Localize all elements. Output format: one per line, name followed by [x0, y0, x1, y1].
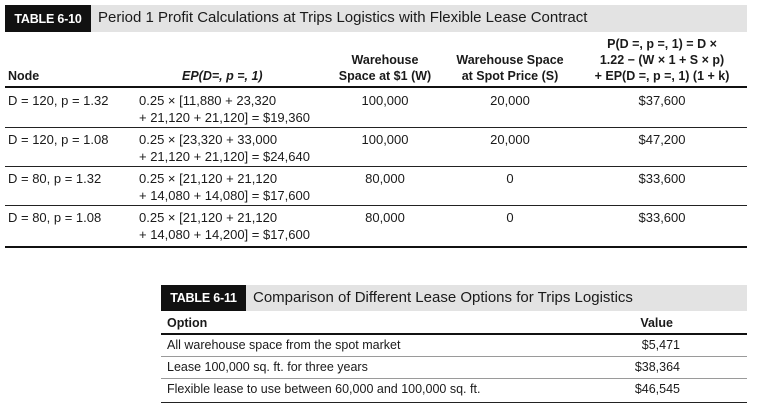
table1-row2-ep-line1: 0.25 × [21,120 + 21,120 [139, 171, 278, 186]
table1-row0-spot: 20,000 [490, 93, 530, 108]
table1-row1-warehouse: 100,000 [361, 132, 409, 147]
table2-row1-option: Lease 100,000 sq. ft. for three years [167, 360, 368, 374]
table1-row2-warehouse: 80,000 [365, 171, 405, 186]
table1-row1-node: D = 120, p = 1.08 [8, 132, 109, 147]
table1-row0-ep [139, 92, 310, 126]
table1-header-profit [574, 36, 750, 84]
table1-title: Period 1 Profit Calculations at Trips Logistics with Flexible Lease Contract [98, 9, 588, 26]
table1-row1-ep-line1: 0.25 × [23,320 + 33,000 [139, 132, 278, 147]
table1-row-divider [5, 127, 747, 128]
table1-row1-ep [139, 131, 310, 165]
table1-row1-profit: $47,200 [638, 132, 686, 147]
table1-row3-node: D = 80, p = 1.08 [8, 210, 102, 225]
table1-row2-profit: $33,600 [638, 171, 686, 186]
table2-row0-value: $5,471 [641, 338, 680, 352]
table1-header-profit-line1: P(D =, p =, 1) = D × [607, 37, 717, 51]
table1-bottom-rule [5, 246, 747, 248]
table1-row0-profit: $37,600 [638, 93, 686, 108]
table1-header-ep: EP(D=, p =, 1) [182, 69, 263, 83]
table1-row2-ep [139, 170, 310, 204]
table2-row-divider [161, 378, 747, 379]
table1-header-warehouse [325, 52, 445, 84]
table1-row3-warehouse: 80,000 [365, 210, 405, 225]
table1-header-spot-line2: at Spot Price (S) [461, 69, 559, 83]
table2-row0-option: All warehouse space from the spot market [167, 338, 401, 352]
table1-row3-spot: 0 [506, 210, 514, 225]
table1-row2-spot: 0 [506, 171, 514, 186]
table1-header-profit-line3: + EP(D =, p =, 1) (1 + k) [594, 69, 730, 83]
table1-row-divider [5, 166, 747, 167]
table1-header-rule [5, 86, 747, 88]
table1-row0-node: D = 120, p = 1.32 [8, 93, 109, 108]
table1-header-profit-line2: 1.22 − (W × 1 + S × p) [599, 53, 725, 67]
table2-header-rule [161, 333, 747, 335]
table1-row0-warehouse: 100,000 [361, 93, 409, 108]
table1-header-warehouse-line2: Space at $1 (W) [338, 69, 432, 83]
table1-row-divider [5, 205, 747, 206]
table1-row3-profit: $33,600 [638, 210, 686, 225]
table1-header-node: Node [8, 69, 40, 83]
table1-row1-spot: 20,000 [490, 132, 530, 147]
table1-row0-ep-line1: 0.25 × [11,880 + 23,320 [139, 93, 277, 108]
table1-row3-ep [139, 209, 310, 243]
table2-row2-value: $46,545 [634, 382, 680, 396]
table1-header-spot-line1: Warehouse Space [456, 53, 564, 67]
table2-header-option: Option [167, 316, 208, 330]
table1-row2-node: D = 80, p = 1.32 [8, 171, 102, 186]
table1-row3-ep-line1: 0.25 × [21,120 + 21,120 [139, 210, 278, 225]
table1-header-spot [448, 52, 572, 84]
table1-header-warehouse-line1: Warehouse [351, 53, 419, 67]
table2-title: Comparison of Different Lease Options for Trips Logistics [253, 289, 633, 306]
table1-row1-ep-line2: + 21,120 + 21,120] = $24,640 [139, 149, 310, 164]
table1-tag: TABLE 6-10 [5, 5, 91, 32]
table1-row0-ep-line2: + 21,120 + 21,120] = $19,360 [139, 110, 310, 125]
table2-tag: TABLE 6-11 [161, 285, 246, 311]
table1-row2-ep-line2: + 14,080 + 14,080] = $17,600 [139, 188, 310, 203]
table2-bottom-rule [161, 402, 747, 403]
table2-row-divider [161, 356, 747, 357]
table2-row1-value: $38,364 [634, 360, 680, 374]
table1-row3-ep-line2: + 14,080 + 14,200] = $17,600 [139, 227, 310, 242]
table2-header-value: Value [640, 316, 673, 330]
table2-row2-option: Flexible lease to use between 60,000 and 100,000 sq. ft. [167, 382, 481, 396]
